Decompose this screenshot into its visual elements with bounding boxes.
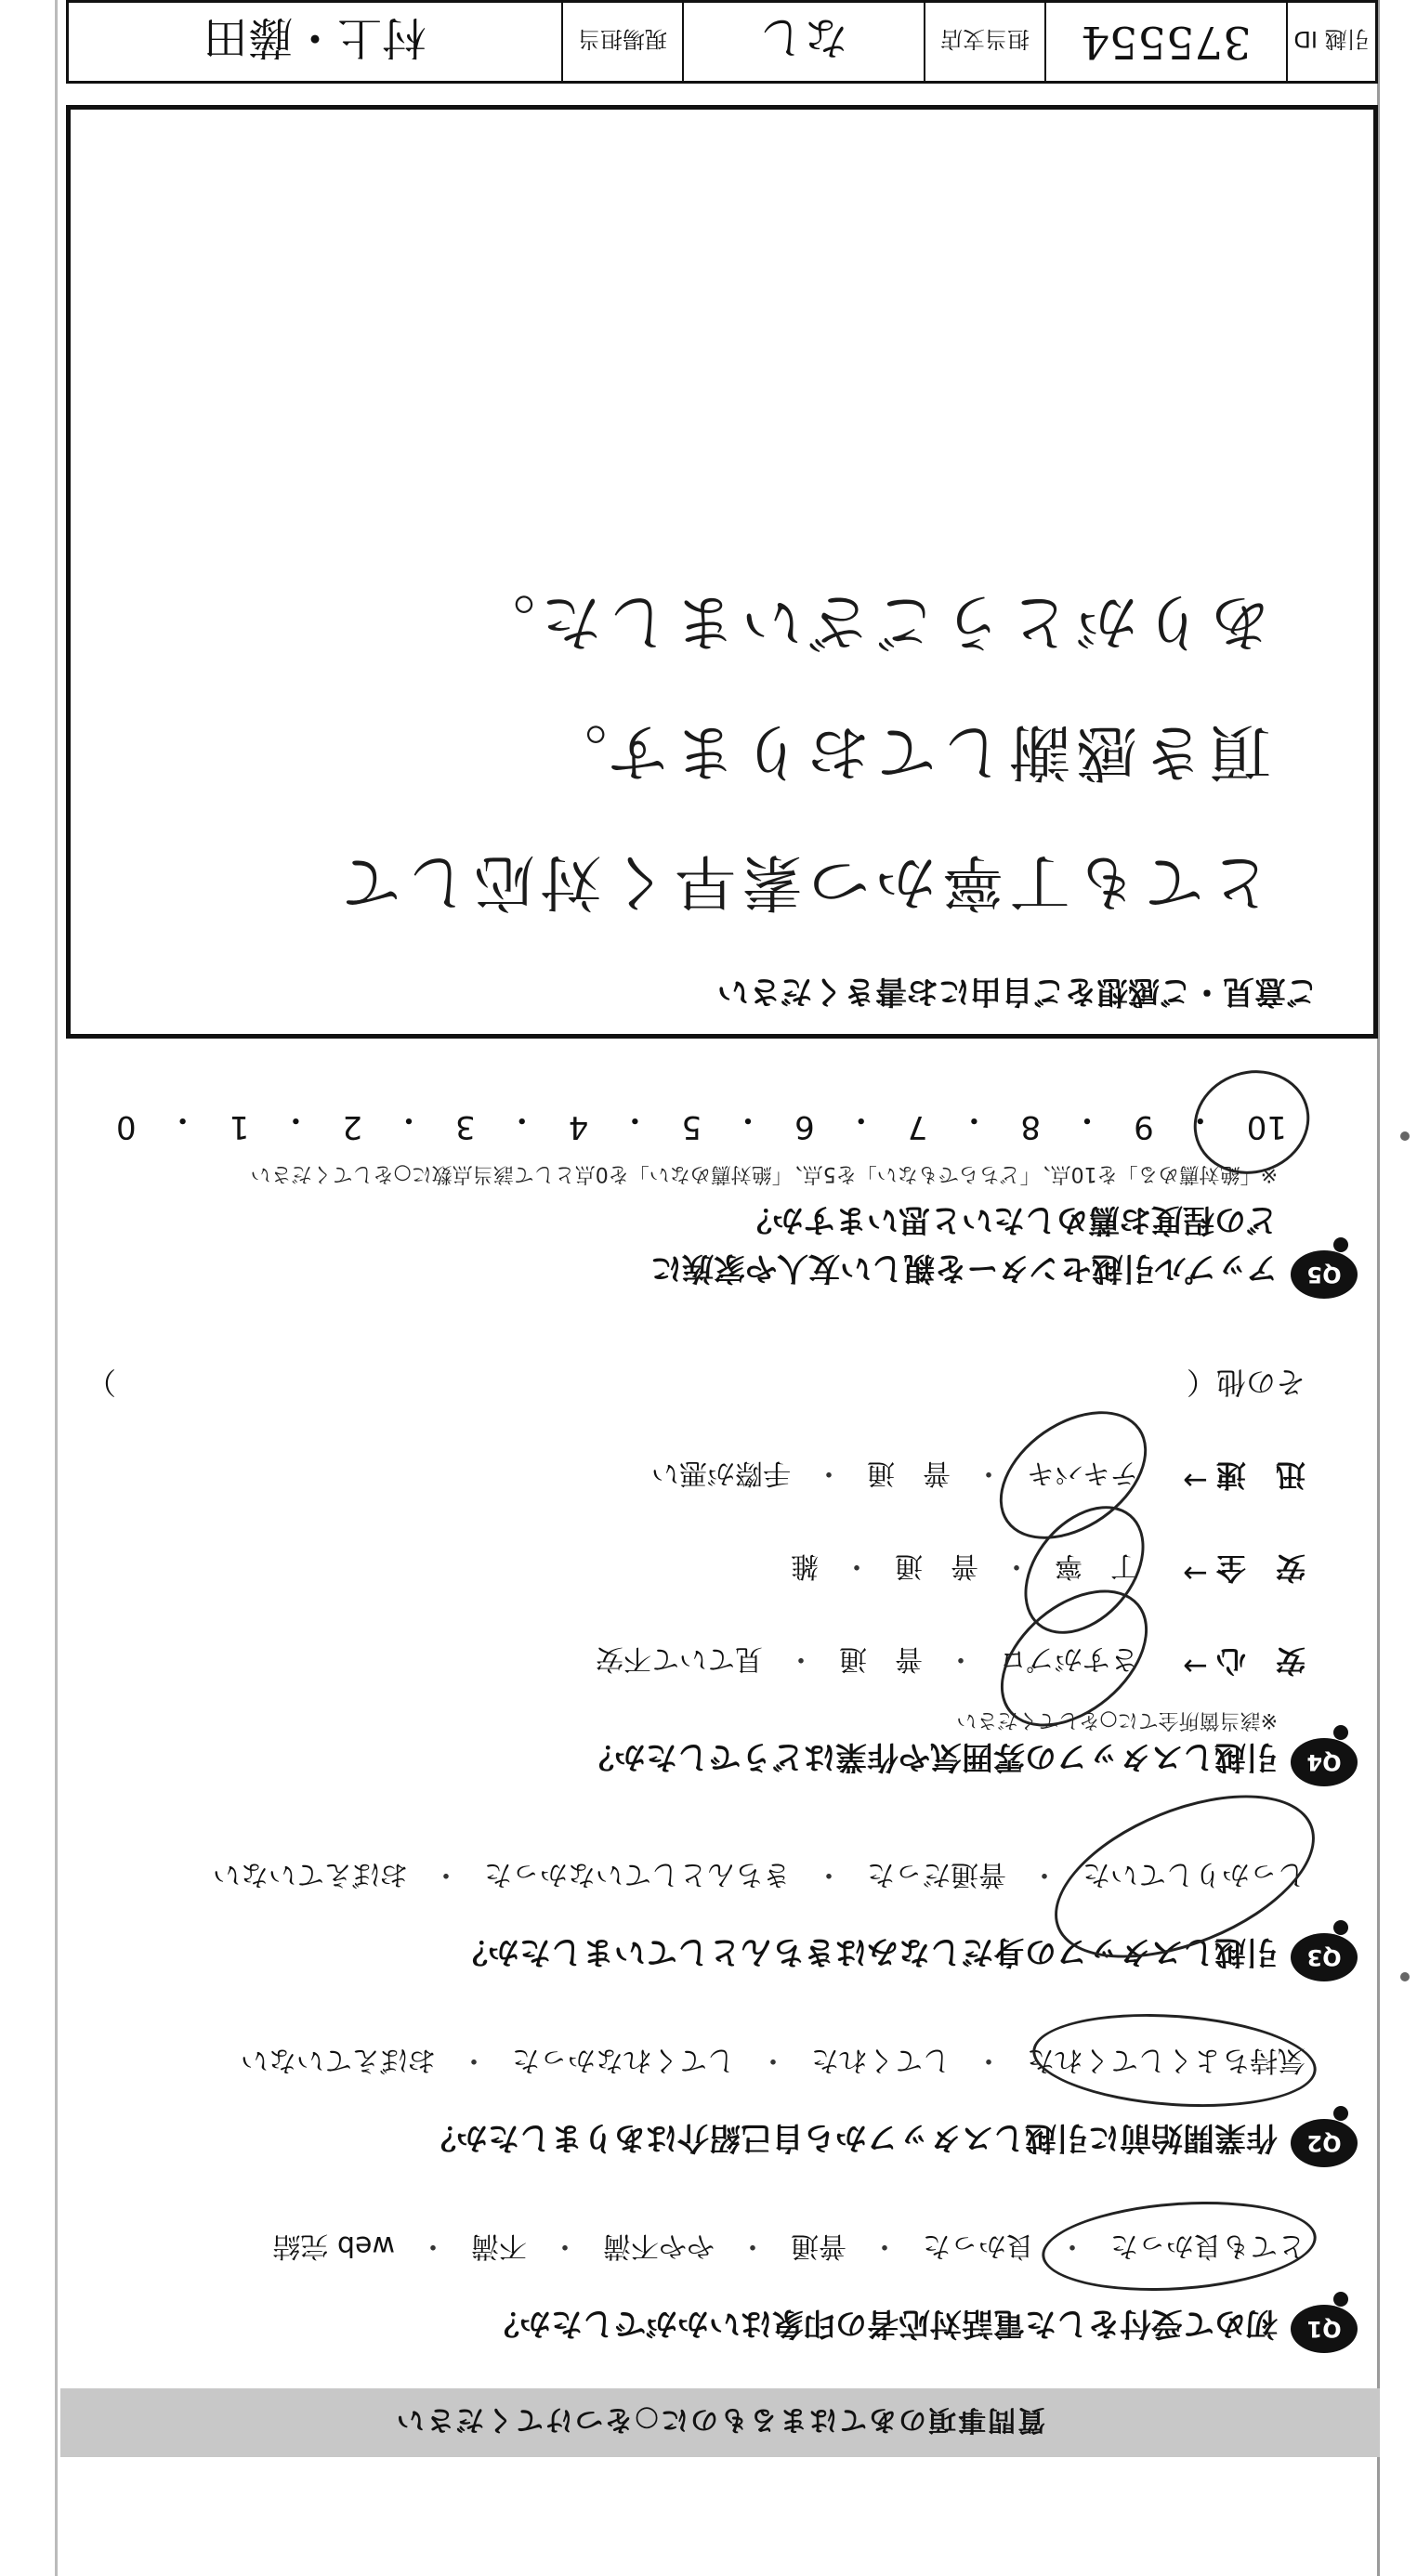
comment-box [66,105,1378,1039]
q4-options-anzen: 丁 寧 ・ 普 通 ・ 雑 [791,1549,1138,1589]
q4-other-label: その他（ [1186,1365,1305,1400]
q4-text: 引越しスタッフの雰囲気や作業はどうでしたか？ [583,1738,1278,1775]
q4-jinsoku-option-2[interactable]: 普 通 [867,1457,951,1489]
score-5[interactable]: 5 [681,1108,702,1145]
q4-options-anshin: さすがプロ ・ 普 通 ・ 見ていて不安 [596,1641,1138,1682]
q5-line1: アップル引越センターを親しい友人や家族に [650,1249,1278,1287]
q2-badge: Q2 [1291,2119,1358,2167]
q4-anzen-option-1[interactable]: 丁 寧 [1055,1550,1138,1582]
header-bar [60,2388,1380,2457]
q4-category-jinsoku: 迅 速 [1215,1458,1305,1493]
score-6[interactable]: 6 [794,1108,815,1145]
scan-speck [1400,1972,1410,1981]
q4-category-anzen: 安 全 [1215,1550,1305,1586]
q1-text: 初めて受付をした電話対応者の印象はいかがでしたか？ [488,2305,1278,2342]
q1-option-1[interactable]: とても良かった [1110,2229,1305,2262]
scan-speck [1400,1131,1410,1141]
q1-options: とても良かった ・ 良かった ・ 普通 ・ やや不満 ・ 不満 ・ web 完結 [272,2229,1305,2269]
q1-option-3[interactable]: 普通 [791,2229,846,2262]
score-3[interactable]: 3 [455,1108,476,1145]
staff-table [66,0,1378,84]
score-7[interactable]: 7 [907,1108,928,1145]
q2-option-3[interactable]: してくれなかった [512,2044,735,2076]
q1-option-6[interactable]: web 完結 [272,2229,395,2262]
score-1[interactable]: 1 [229,1108,250,1145]
score-4[interactable]: 4 [568,1108,589,1145]
q5-badge: Q5 [1291,1250,1358,1299]
branch-value: なし [682,3,924,81]
q4-options-jinsoku: テキパキ ・ 普 通 ・ 手際が悪い [651,1456,1138,1497]
q2-option-1[interactable]: 気持ちよくしてくれた [1027,2044,1305,2076]
q4-anshin-option-2[interactable]: 普 通 [839,1642,923,1675]
score-8[interactable]: 8 [1020,1108,1042,1145]
q1-option-5[interactable]: 不満 [471,2229,527,2262]
comment-line-3: ありがとうございました。 [468,586,1271,658]
q4-arrow-anshin: → [1183,1649,1208,1684]
q3-option-3[interactable]: きちんとしていなかった [484,1858,791,1890]
comment-title: ご意見・ご感想をご自由にお書きください [717,973,1318,1010]
q2-options: 気持ちよくしてくれた ・ してくれた ・ してくれなかった ・ おぼえていない [241,2043,1305,2084]
score-9[interactable]: 9 [1134,1108,1154,1145]
header-title: 質問事項のあてはまるものに○をつけてください [394,2403,1046,2436]
q3-option-4[interactable]: おぼえていない [213,1858,408,1890]
crew-value: 村上・藤田 [203,11,427,64]
score-0[interactable]: 0 [116,1108,137,1145]
q5-note: ※「絶対薦める」を10点、「どちらでもない」を5点、「絶対薦めない」を0点として該当点数に○をしてください [250,1162,1278,1185]
q4-badge: Q4 [1291,1738,1358,1786]
score-10[interactable]: 10 [1246,1108,1287,1145]
q3-options: しっかりしていた ・ 普通だった ・ きちんとしていなかった ・ おぼえていない [213,1857,1305,1898]
score-2[interactable]: 2 [342,1108,362,1145]
q1-option-2[interactable]: 良かった [923,2229,1034,2262]
q1-badge: Q1 [1291,2305,1358,2353]
q4-jinsoku-option-3[interactable]: 手際が悪い [651,1457,791,1489]
q4-note: ※該当箇所全てに○をしてください [956,1708,1278,1732]
q2-text: 作業開始前に引越しスタッフから自己紹介はありましたか？ [425,2119,1278,2156]
q4-anzen-option-2[interactable]: 普 通 [895,1550,978,1582]
crew-label: 現場担当 [561,3,682,81]
id-value: 375554 [1044,3,1286,81]
comment-line-1: とても丁寧かつ素早く対応して [335,846,1271,918]
id-label: 引越 ID [1286,3,1375,81]
q5-line2: どの程度お薦めしたいと思いますか？ [741,1201,1278,1238]
branch-label: 担当支店 [924,3,1044,81]
q4-arrow-jinsoku: → [1183,1463,1208,1498]
q4-anshin-option-1[interactable]: さすがプロ [999,1642,1138,1675]
q3-option-1[interactable]: しっかりしていた [1082,1858,1305,1890]
q5-scale: 10 ・ 9 ・ 8 ・ 7 ・ 6 ・ 5 ・ 4 ・ 3 ・ 2 ・ 1 ・ 0 [116,1101,1287,1145]
q4-anshin-option-3[interactable]: 見ていて不安 [596,1642,763,1675]
q4-jinsoku-option-1[interactable]: テキパキ [1027,1457,1138,1489]
q4-anzen-option-3[interactable]: 雑 [791,1550,819,1582]
q3-option-2[interactable]: 普通だった [867,1858,1006,1890]
q4-arrow-anzen: → [1183,1556,1208,1591]
q1-option-4[interactable]: やや不満 [603,2229,715,2262]
q2-option-2[interactable]: してくれた [811,2044,951,2076]
q3-text: 引越しスタッフの身だしなみはきちんとしていましたか？ [456,1933,1278,1970]
comment-line-2: 頂き感謝しております。 [540,716,1271,788]
q4-other-close: ） [85,1365,116,1400]
q4-category-anshin: 安 心 [1215,1643,1305,1679]
q3-badge: Q3 [1291,1933,1358,1981]
q2-option-4[interactable]: おぼえていない [241,2044,436,2076]
